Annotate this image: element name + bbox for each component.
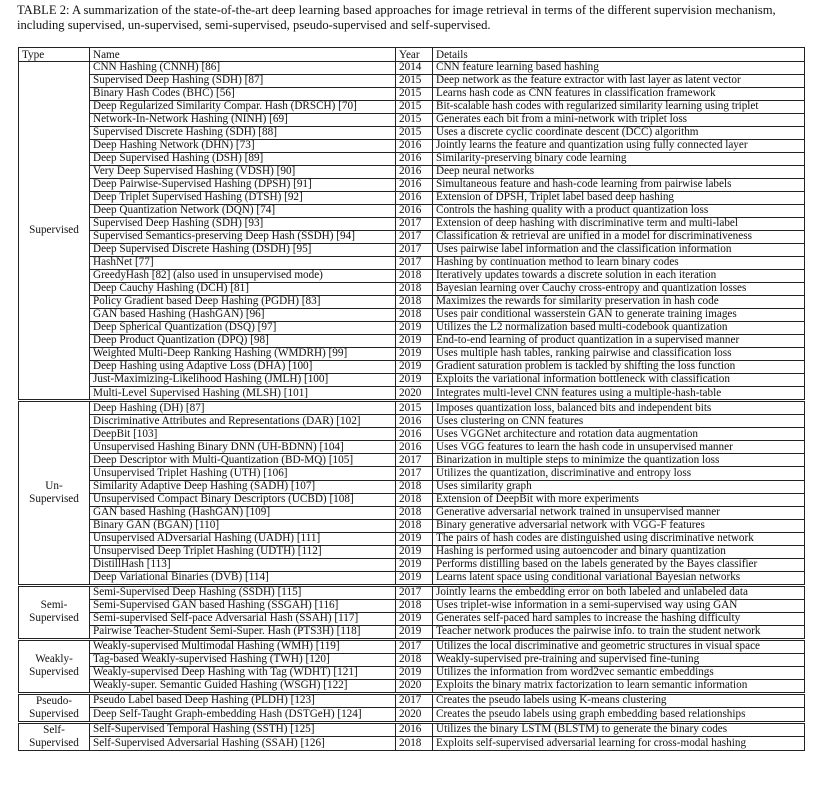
name-cell: Weakly-super. Semantic Guided Hashing (WSGH) [122] <box>90 679 396 692</box>
details-cell: Uses a discrete cyclic coordinate descent (DCC) algorithm <box>433 127 805 140</box>
name-cell: Network-In-Network Hashing (NINH) [69] <box>90 114 396 127</box>
table-row <box>19 519 805 532</box>
year-cell: 2015 <box>396 75 433 88</box>
table-row <box>19 428 805 441</box>
table-row <box>19 599 805 612</box>
details-cell: Jointly learns the feature and quantization using fully connected layer <box>433 140 805 153</box>
year-cell: 2019 <box>396 361 433 374</box>
name-cell: Unsupervised Hashing Binary DNN (UH-BDNN) [104] <box>90 441 396 454</box>
header-type: Type <box>19 48 90 62</box>
details-cell: Uses pairwise label information and the classification information <box>433 244 805 257</box>
year-cell: 2019 <box>396 348 433 361</box>
details-cell: Gradient saturation problem is tackled by shifting the loss function <box>433 361 805 374</box>
table-row <box>19 387 805 400</box>
name-cell: Deep Hashing Network (DHN) [73] <box>90 140 396 153</box>
table-row <box>19 666 805 679</box>
table-row <box>19 480 805 493</box>
name-cell: CNN Hashing (CNNH) [86] <box>90 62 396 75</box>
name-cell: Deep Variational Binaries (DVB) [114] <box>90 571 396 584</box>
name-cell: Deep Triplet Supervised Hashing (DTSH) [92] <box>90 192 396 205</box>
details-cell: Bit-scalable hash codes with regularized similarity learning using triplet <box>433 101 805 114</box>
name-cell: Semi-supervised Self-pace Adversarial Hash (SSAH) [117] <box>90 612 396 625</box>
name-cell: DeepBit [103] <box>90 428 396 441</box>
details-cell: Uses VGG features to learn the hash code in unsupervised manner <box>433 441 805 454</box>
name-cell: Multi-Level Supervised Hashing (MLSH) [101] <box>90 387 396 400</box>
year-cell: 2018 <box>396 283 433 296</box>
year-cell: 2017 <box>396 586 433 599</box>
details-cell: Similarity-preserving binary code learning <box>433 153 805 166</box>
year-cell: 2019 <box>396 532 433 545</box>
table-row <box>19 62 805 75</box>
year-cell: 2019 <box>396 571 433 584</box>
year-cell: 2019 <box>396 545 433 558</box>
name-cell: Deep Hashing using Adaptive Loss (DHA) [100] <box>90 361 396 374</box>
year-cell: 2016 <box>396 179 433 192</box>
details-cell: Learns hash code as CNN features in classification framework <box>433 88 805 101</box>
name-cell: Self-Supervised Temporal Hashing (SSTH) [125] <box>90 723 396 737</box>
table-row <box>19 467 805 480</box>
year-cell: 2015 <box>396 114 433 127</box>
details-cell: Bayesian learning over Cauchy cross-entropy and quantization losses <box>433 283 805 296</box>
year-cell: 2016 <box>396 192 433 205</box>
name-cell: Unsupervised Compact Binary Descriptors (UCBD) [108] <box>90 493 396 506</box>
table-row <box>19 127 805 140</box>
approaches-table <box>18 47 805 751</box>
details-cell: Simultaneous feature and hash-code learning from pairwise labels <box>433 179 805 192</box>
details-cell: Learns latent space using conditional variational Bayesian networks <box>433 571 805 584</box>
year-cell: 2019 <box>396 558 433 571</box>
year-cell: 2017 <box>396 231 433 244</box>
name-cell: Binary Hash Codes (BHC) [56] <box>90 88 396 101</box>
year-cell: 2018 <box>396 506 433 519</box>
name-cell: Deep Supervised Discrete Hashing (DSDH) [95] <box>90 244 396 257</box>
year-cell: 2017 <box>396 694 433 708</box>
details-cell: Weakly-supervised pre-training and supervised fine-tuning <box>433 653 805 666</box>
details-cell: Exploits the binary matrix factorization to learn semantic information <box>433 679 805 692</box>
caption-label: TABLE 2: <box>17 3 70 17</box>
details-cell: Imposes quantization loss, balanced bits and independent bits <box>433 402 805 415</box>
year-cell: 2019 <box>396 612 433 625</box>
name-cell: Just-Maximizing-Likelihood Hashing (JMLH) [100] <box>90 374 396 387</box>
details-cell: Utilizes the quantization, discriminative and entropy loss <box>433 467 805 480</box>
name-cell: Deep Quantization Network (DQN) [74] <box>90 205 396 218</box>
details-cell: Hashing by continuation method to learn binary codes <box>433 257 805 270</box>
year-cell: 2016 <box>396 723 433 737</box>
table-row <box>19 454 805 467</box>
table-row <box>19 694 805 708</box>
table-row <box>19 101 805 114</box>
table-row <box>19 361 805 374</box>
name-cell: Deep Supervised Hashing (DSH) [89] <box>90 153 396 166</box>
details-cell: Iteratively updates towards a discrete solution in each iteration <box>433 270 805 283</box>
name-cell: Deep Hashing (DH) [87] <box>90 402 396 415</box>
details-cell: Jointly learns the embedding error on both labeled and unlabeled data <box>433 586 805 599</box>
year-cell: 2019 <box>396 335 433 348</box>
header-name: Name <box>90 48 396 62</box>
details-cell: Creates the pseudo labels using graph embedding based relationships <box>433 708 805 722</box>
table-row <box>19 723 805 737</box>
table-row <box>19 335 805 348</box>
table-row <box>19 402 805 415</box>
type-cell: Un-Supervised <box>19 402 90 584</box>
name-cell: Supervised Semantics-preserving Deep Hash (SSDH) [94] <box>90 231 396 244</box>
name-cell: Supervised Deep Hashing (SDH) [93] <box>90 218 396 231</box>
name-cell: Deep Pairwise-Supervised Hashing (DPSH) [91] <box>90 179 396 192</box>
year-cell: 2019 <box>396 322 433 335</box>
name-cell: Semi-Supervised Deep Hashing (SSDH) [115] <box>90 586 396 599</box>
year-cell: 2019 <box>396 625 433 638</box>
table-row <box>19 493 805 506</box>
table-row <box>19 571 805 584</box>
table-row <box>19 153 805 166</box>
details-cell: Uses VGGNet architecture and rotation data augmentation <box>433 428 805 441</box>
details-cell: Binary generative adversarial network with VGG-F features <box>433 519 805 532</box>
details-cell: Generates self-paced hard samples to increase the hashing difficulty <box>433 612 805 625</box>
year-cell: 2016 <box>396 140 433 153</box>
table-row <box>19 231 805 244</box>
type-cell: Supervised <box>19 62 90 400</box>
table-row <box>19 612 805 625</box>
year-cell: 2014 <box>396 62 433 75</box>
year-cell: 2017 <box>396 467 433 480</box>
table-row <box>19 586 805 599</box>
table-row <box>19 558 805 571</box>
caption-text: A summarization of the state-of-the-art deep learning based approaches for image retrieval in terms of the different supervision mechanism, including supervised, un-supervised, semi-supervised, pseudo-supervised and self-supervised. <box>17 3 776 32</box>
type-cell: Weakly-Supervised <box>19 640 90 692</box>
type-cell: Pseudo-Supervised <box>19 694 90 721</box>
year-cell: 2015 <box>396 402 433 415</box>
table-row <box>19 140 805 153</box>
table-row <box>19 75 805 88</box>
name-cell: Deep Cauchy Hashing (DCH) [81] <box>90 283 396 296</box>
table-row <box>19 218 805 231</box>
year-cell: 2019 <box>396 666 433 679</box>
name-cell: Unsupervised Triplet Hashing (UTH) [106] <box>90 467 396 480</box>
table-row <box>19 205 805 218</box>
name-cell: Supervised Deep Hashing (SDH) [87] <box>90 75 396 88</box>
year-cell: 2018 <box>396 493 433 506</box>
details-cell: Teacher network produces the pairwise info. to train the student network <box>433 625 805 638</box>
table-row <box>19 114 805 127</box>
name-cell: Unsupervised ADversarial Hashing (UADH) [111] <box>90 532 396 545</box>
table-row <box>19 625 805 638</box>
details-cell: Uses pair conditional wasserstein GAN to generate training images <box>433 309 805 322</box>
details-cell: Utilizes the L2 normalization based multi-codebook quantization <box>433 322 805 335</box>
details-cell: Extension of deep hashing with discriminative term and multi-label <box>433 218 805 231</box>
details-cell: Binarization in multiple steps to minimize the quantization loss <box>433 454 805 467</box>
year-cell: 2015 <box>396 127 433 140</box>
year-cell: 2016 <box>396 428 433 441</box>
year-cell: 2018 <box>396 599 433 612</box>
year-cell: 2018 <box>396 309 433 322</box>
details-cell: Utilizes the binary LSTM (BLSTM) to generate the binary codes <box>433 723 805 737</box>
header-details: Details <box>433 48 805 62</box>
table-row <box>19 322 805 335</box>
table-row <box>19 374 805 387</box>
details-cell: Generates each bit from a mini-network with triplet loss <box>433 114 805 127</box>
year-cell: 2017 <box>396 218 433 231</box>
details-cell: Creates the pseudo labels using K-means clustering <box>433 694 805 708</box>
name-cell: Deep Regularized Similarity Compar. Hash (DRSCH) [70] <box>90 101 396 114</box>
details-cell: Extension of DPSH, Triplet label based deep hashing <box>433 192 805 205</box>
name-cell: GAN based Hashing (HashGAN) [109] <box>90 506 396 519</box>
table-row <box>19 88 805 101</box>
name-cell: Weighted Multi-Deep Ranking Hashing (WMDRH) [99] <box>90 348 396 361</box>
year-cell: 2020 <box>396 387 433 400</box>
header-row <box>19 48 805 62</box>
table-row <box>19 166 805 179</box>
name-cell: Deep Product Quantization (DPQ) [98] <box>90 335 396 348</box>
type-cell: Self-Supervised <box>19 723 90 750</box>
table-row <box>19 441 805 454</box>
table-row <box>19 640 805 653</box>
year-cell: 2018 <box>396 737 433 751</box>
details-cell: Uses clustering on CNN features <box>433 415 805 428</box>
table-row <box>19 257 805 270</box>
type-cell: Semi-Supervised <box>19 586 90 638</box>
name-cell: Deep Descriptor with Multi-Quantization (BD-MQ) [105] <box>90 454 396 467</box>
year-cell: 2020 <box>396 708 433 722</box>
name-cell: Binary GAN (BGAN) [110] <box>90 519 396 532</box>
year-cell: 2017 <box>396 454 433 467</box>
table-row <box>19 283 805 296</box>
name-cell: Similarity Adaptive Deep Hashing (SADH) [107] <box>90 480 396 493</box>
details-cell: Controls the hashing quality with a product quantization loss <box>433 205 805 218</box>
year-cell: 2016 <box>396 441 433 454</box>
details-cell: Integrates multi-level CNN features using a multiple-hash-table <box>433 387 805 400</box>
year-cell: 2017 <box>396 244 433 257</box>
details-cell: Generative adversarial network trained in unsupervised manner <box>433 506 805 519</box>
name-cell: Weakly-supervised Multimodal Hashing (WMH) [119] <box>90 640 396 653</box>
year-cell: 2015 <box>396 88 433 101</box>
name-cell: Very Deep Supervised Hashing (VDSH) [90] <box>90 166 396 179</box>
details-cell: Hashing is performed using autoencoder and binary quantization <box>433 545 805 558</box>
table-row <box>19 545 805 558</box>
details-cell: Utilizes the local discriminative and geometric structures in visual space <box>433 640 805 653</box>
table-row <box>19 192 805 205</box>
details-cell: Uses multiple hash tables, ranking pairwise and classification loss <box>433 348 805 361</box>
name-cell: GAN based Hashing (HashGAN) [96] <box>90 309 396 322</box>
year-cell: 2016 <box>396 166 433 179</box>
table-row <box>19 708 805 722</box>
name-cell: GreedyHash [82] (also used in unsupervised mode) <box>90 270 396 283</box>
details-cell: Maximizes the rewards for similarity preservation in hash code <box>433 296 805 309</box>
name-cell: Weakly-supervised Deep Hashing with Tag (WDHT) [121] <box>90 666 396 679</box>
year-cell: 2016 <box>396 153 433 166</box>
name-cell: Supervised Discrete Hashing (SDH) [88] <box>90 127 396 140</box>
details-cell: Extension of DeepBit with more experiments <box>433 493 805 506</box>
year-cell: 2017 <box>396 640 433 653</box>
year-cell: 2018 <box>396 296 433 309</box>
table-row <box>19 309 805 322</box>
year-cell: 2020 <box>396 679 433 692</box>
name-cell: Pairwise Teacher-Student Semi-Super. Hash (PTS3H) [118] <box>90 625 396 638</box>
year-cell: 2018 <box>396 270 433 283</box>
name-cell: Semi-Supervised GAN based Hashing (SSGAH) [116] <box>90 599 396 612</box>
year-cell: 2016 <box>396 415 433 428</box>
name-cell: HashNet [77] <box>90 257 396 270</box>
name-cell: DistillHash [113] <box>90 558 396 571</box>
table-row <box>19 244 805 257</box>
details-cell: End-to-end learning of product quantization in a supervised manner <box>433 335 805 348</box>
details-cell: Performs distilling based on the labels generated by the Bayes classifier <box>433 558 805 571</box>
details-cell: CNN feature learning based hashing <box>433 62 805 75</box>
name-cell: Tag-based Weakly-supervised Hashing (TWH) [120] <box>90 653 396 666</box>
year-cell: 2018 <box>396 653 433 666</box>
header-year: Year <box>396 48 433 62</box>
details-cell: The pairs of hash codes are distinguished using discriminative network <box>433 532 805 545</box>
year-cell: 2018 <box>396 480 433 493</box>
table-row <box>19 348 805 361</box>
table-row <box>19 653 805 666</box>
details-cell: Uses triplet-wise information in a semi-supervised way using GAN <box>433 599 805 612</box>
table-row <box>19 296 805 309</box>
table-row <box>19 270 805 283</box>
name-cell: Deep Spherical Quantization (DSQ) [97] <box>90 322 396 335</box>
name-cell: Self-Supervised Adversarial Hashing (SSAH) [126] <box>90 737 396 751</box>
details-cell: Uses similarity graph <box>433 480 805 493</box>
details-cell: Utilizes the information from word2vec semantic embeddings <box>433 666 805 679</box>
details-cell: Deep network as the feature extractor with last layer as latent vector <box>433 75 805 88</box>
table-row <box>19 415 805 428</box>
name-cell: Unsupervised Deep Triplet Hashing (UDTH) [112] <box>90 545 396 558</box>
table-caption <box>17 3 822 33</box>
year-cell: 2015 <box>396 101 433 114</box>
details-cell: Exploits the variational information bottleneck with classification <box>433 374 805 387</box>
year-cell: 2017 <box>396 257 433 270</box>
table-row <box>19 737 805 751</box>
name-cell: Pseudo Label based Deep Hashing (PLDH) [123] <box>90 694 396 708</box>
details-cell: Exploits self-supervised adversarial learning for cross-modal hashing <box>433 737 805 751</box>
table-row <box>19 532 805 545</box>
table-body <box>19 62 805 751</box>
details-cell: Deep neural networks <box>433 166 805 179</box>
year-cell: 2018 <box>396 519 433 532</box>
table-row <box>19 679 805 692</box>
name-cell: Discriminative Attributes and Representations (DAR) [102] <box>90 415 396 428</box>
table-row <box>19 506 805 519</box>
year-cell: 2016 <box>396 205 433 218</box>
name-cell: Policy Gradient based Deep Hashing (PGDH) [83] <box>90 296 396 309</box>
name-cell: Deep Self-Taught Graph-embedding Hash (DSTGeH) [124] <box>90 708 396 722</box>
details-cell: Classification & retrieval are unified in a model for discriminativeness <box>433 231 805 244</box>
year-cell: 2019 <box>396 374 433 387</box>
table-row <box>19 179 805 192</box>
